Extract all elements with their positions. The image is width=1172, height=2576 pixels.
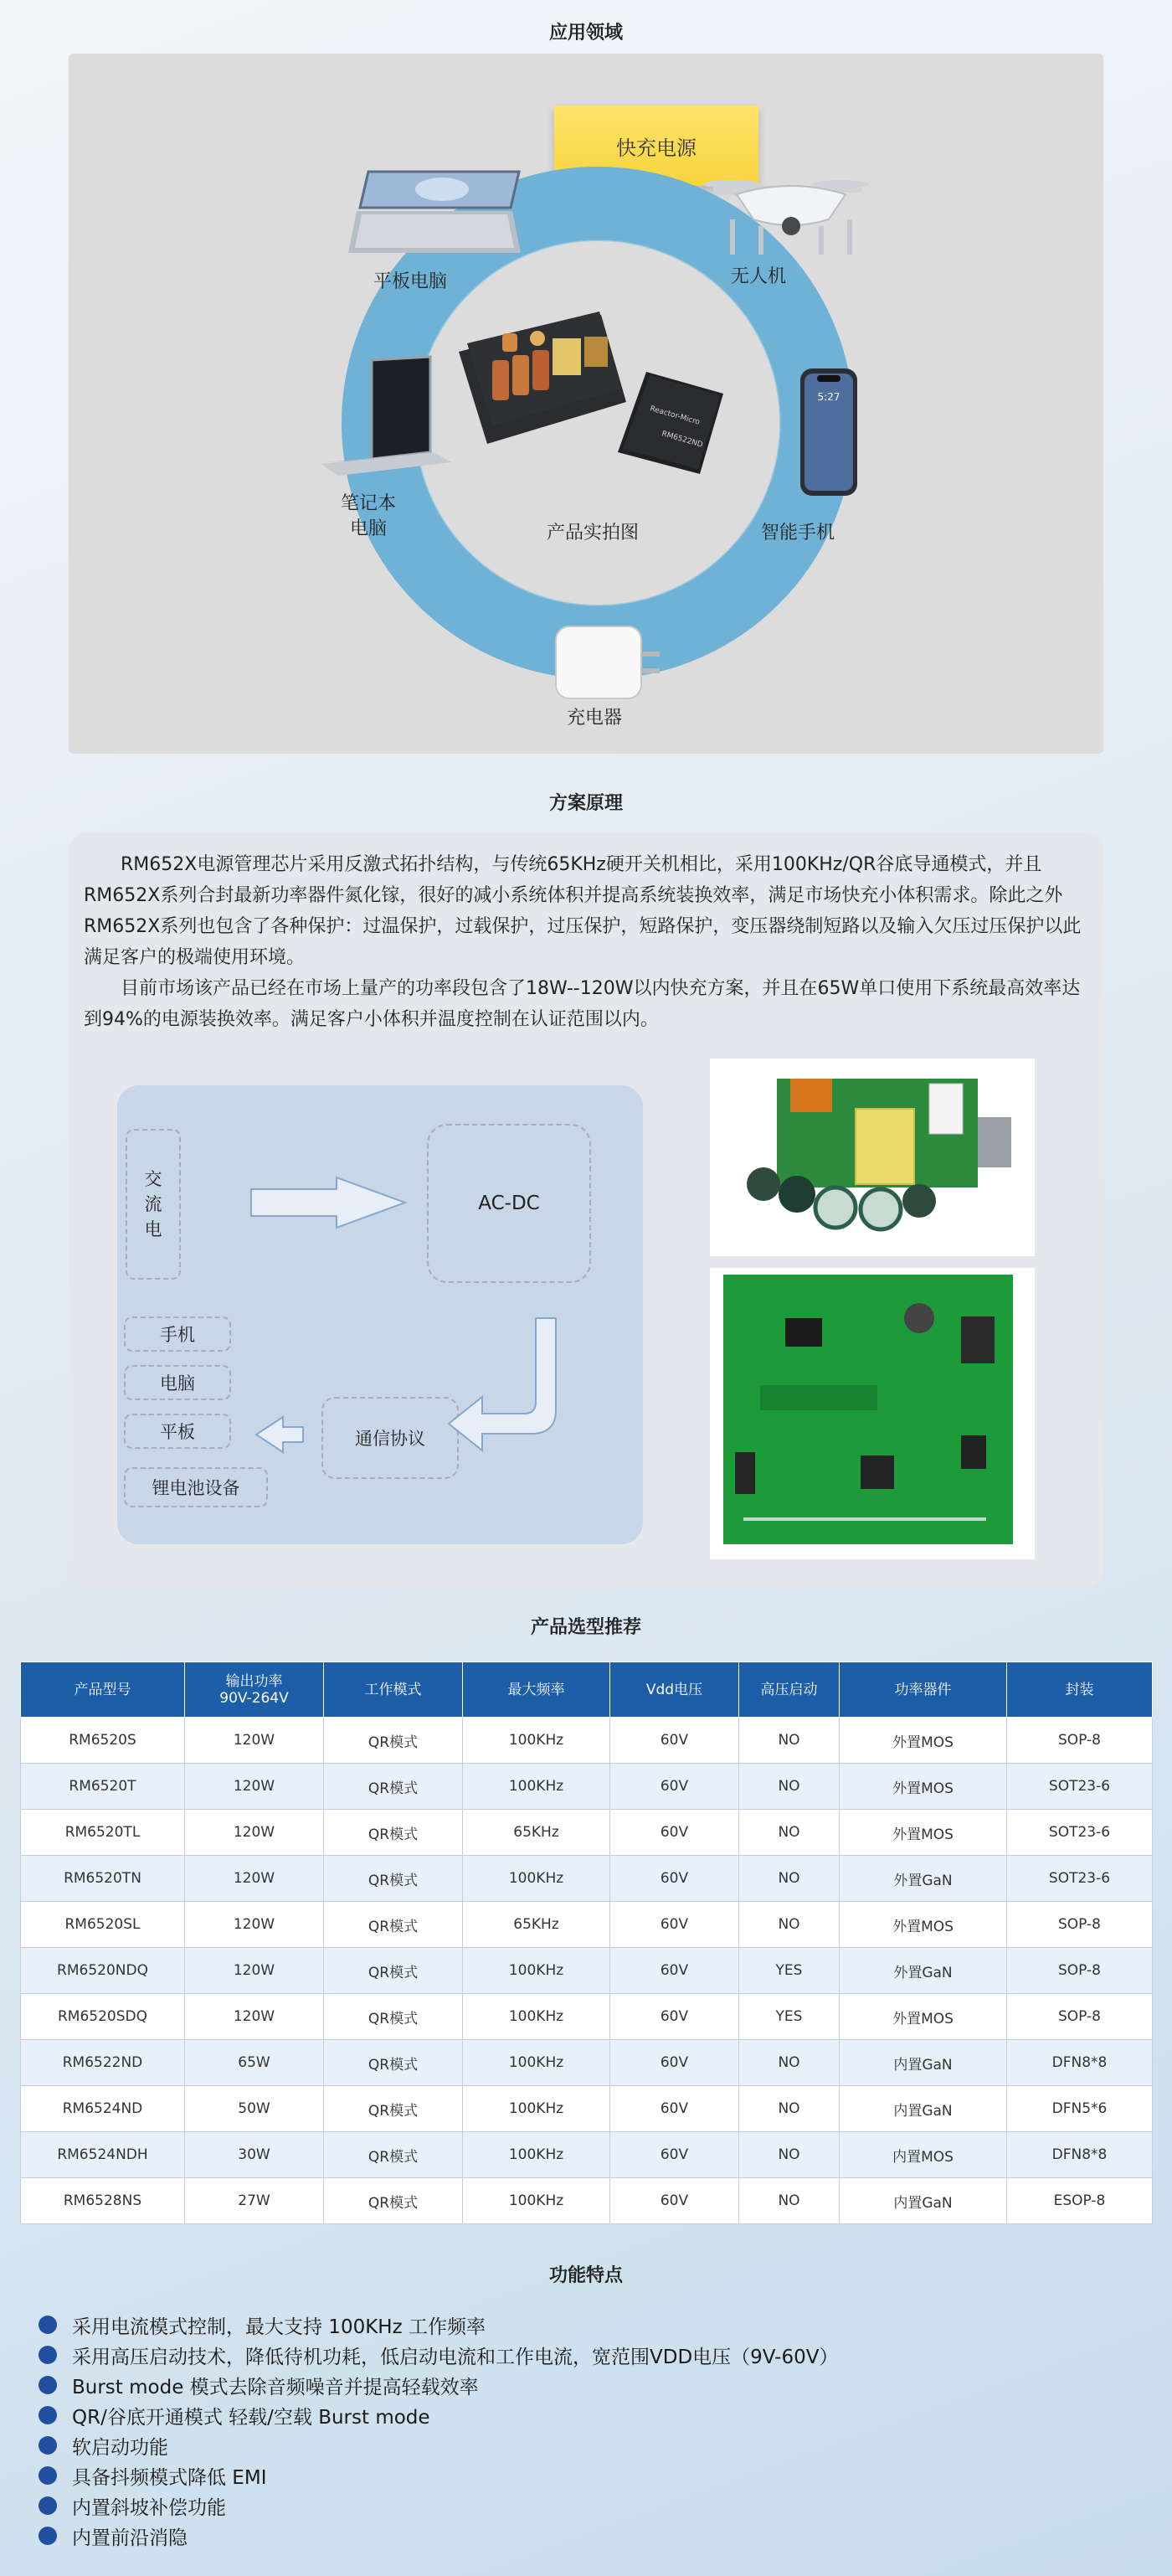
cell-mode: QR模式 xyxy=(324,1810,463,1856)
tablet-label: 平板电脑 xyxy=(373,271,447,292)
cell-vdd: 60V xyxy=(610,2132,739,2178)
table-header-row xyxy=(21,1662,1153,1718)
application-ring-illustration xyxy=(0,0,1172,754)
feature-text: 软启动功能 xyxy=(72,2436,168,2459)
cell-hv-start: NO xyxy=(739,2086,840,2132)
cell-vdd: 60V xyxy=(610,1810,739,1856)
cell-mode: QR模式 xyxy=(324,1856,463,1902)
chip-image xyxy=(618,372,723,474)
feature-item xyxy=(39,2491,838,2521)
applications-title: 应用领域 xyxy=(548,23,623,44)
cell-model: RM6522ND xyxy=(21,2040,185,2086)
smartphone-image xyxy=(800,368,857,496)
cell-max-freq: 100KHz xyxy=(463,1994,610,2040)
cell-model: RM6520NDQ xyxy=(21,1948,185,1994)
cell-hv-start: NO xyxy=(739,1902,840,1948)
bullet-dot-icon xyxy=(39,2346,57,2364)
table-row xyxy=(21,1994,1153,2040)
cell-max-freq: 100KHz xyxy=(463,2178,610,2224)
drone-label: 无人机 xyxy=(730,266,786,287)
cell-power-device: 外置MOS xyxy=(840,1764,1007,1810)
pcb-bottom-photo xyxy=(710,1268,1035,1559)
table-row xyxy=(21,2086,1153,2132)
cell-hv-start: NO xyxy=(739,1718,840,1764)
cell-model: RM6520T xyxy=(21,1764,185,1810)
cell-output-power: 27W xyxy=(185,2178,324,2224)
cell-mode: QR模式 xyxy=(324,1994,463,2040)
cell-output-power: 120W xyxy=(185,1810,324,1856)
ac-input-char-3: 电 xyxy=(144,1219,162,1239)
cell-max-freq: 65KHz xyxy=(463,1810,610,1856)
laptop-label-line1: 笔记本 xyxy=(340,493,396,514)
arrow-right-icon xyxy=(251,1177,405,1228)
cell-max-freq: 100KHz xyxy=(463,2086,610,2132)
phone-clock: 5:27 xyxy=(817,391,840,403)
cell-power-device: 外置GaN xyxy=(840,1856,1007,1902)
header-output-power-line2: 90V-264V xyxy=(219,1689,289,1707)
cell-power-device: 外置MOS xyxy=(840,1994,1007,2040)
block-diagram xyxy=(117,1085,643,1544)
feature-item xyxy=(39,2370,838,2400)
cell-hv-start: NO xyxy=(739,1764,840,1810)
charger-label: 充电器 xyxy=(566,708,622,729)
bullet-dot-icon xyxy=(39,2406,57,2424)
header-output-power xyxy=(185,1662,324,1718)
bullet-dot-icon xyxy=(39,2527,57,2545)
device-phone: 手机 xyxy=(124,1316,231,1352)
pcb-top-photo xyxy=(710,1059,1035,1256)
cell-hv-start: NO xyxy=(739,2040,840,2086)
product-photo-label: 产品实拍图 xyxy=(546,523,639,544)
header-hv-start: 高压启动 xyxy=(739,1662,840,1718)
cell-vdd: 60V xyxy=(610,1948,739,1994)
cell-mode: QR模式 xyxy=(324,1718,463,1764)
cell-package: SOT23-6 xyxy=(1007,1856,1153,1902)
table-row xyxy=(21,1718,1153,1764)
bullet-dot-icon xyxy=(39,2466,57,2485)
laptop-label xyxy=(318,492,419,542)
cell-power-device: 内置GaN xyxy=(840,2086,1007,2132)
cell-vdd: 60V xyxy=(610,1764,739,1810)
cell-power-device: 外置GaN xyxy=(840,1948,1007,1994)
cell-mode: QR模式 xyxy=(324,1902,463,1948)
cell-vdd: 60V xyxy=(610,1994,739,2040)
feature-item xyxy=(39,2460,838,2491)
table-row xyxy=(21,1902,1153,1948)
principle-paragraph-1: RM652X电源管理芯片采用反激式拓扑结构，与传统65KHz硬开关机相比，采用100KHz/QR谷底导通模式，并且RM652X系列合封最新功率器件氮化镓，很好的减小系统体积并提高系统装换效率，满足市场快充小体积需求。除此之外RM652X系列也包含了各种保护：过温保护，过载保护，过压保护，短路保护，变压器绕制短路以及输入欠压过压保护以此满足客户的极端使用环境。 xyxy=(84,854,1082,968)
cell-package: SOT23-6 xyxy=(1007,1810,1153,1856)
feature-item xyxy=(39,2430,838,2460)
cell-model: RM6524NDH xyxy=(21,2132,185,2178)
cell-model: RM6520S xyxy=(21,1718,185,1764)
feature-text: 采用电流模式控制，最大支持 100KHz 工作频率 xyxy=(72,2316,486,2338)
device-tablet: 平板 xyxy=(124,1414,231,1449)
table-row xyxy=(21,2132,1153,2178)
cell-package: DFN8*8 xyxy=(1007,2040,1153,2086)
bullet-dot-icon xyxy=(39,2496,57,2515)
cell-output-power: 120W xyxy=(185,1902,324,1948)
acdc-box: AC-DC xyxy=(427,1124,591,1283)
header-package: 封装 xyxy=(1007,1662,1153,1718)
feature-text: 具备抖频模式降低 EMI xyxy=(72,2466,267,2489)
cell-max-freq: 65KHz xyxy=(463,1902,610,1948)
cell-output-power: 120W xyxy=(185,1856,324,1902)
ac-input-char-1: 交 xyxy=(144,1169,162,1189)
product-selection-table xyxy=(20,1662,1153,2224)
principle-paragraph-2: 目前市场该产品已经在市场上量产的功率段包含了18W--120W以内快充方案，并且在65W单口使用下系统最高效率达到94%的电源装换效率。满足客户小体积并温度控制在认证范围以内。 xyxy=(84,978,1081,1030)
arrow-down-left-icon xyxy=(449,1318,556,1450)
cell-max-freq: 100KHz xyxy=(463,1718,610,1764)
cell-mode: QR模式 xyxy=(324,1764,463,1810)
cell-max-freq: 100KHz xyxy=(463,2132,610,2178)
laptop-image xyxy=(321,357,452,476)
header-mode: 工作模式 xyxy=(324,1662,463,1718)
feature-text: 内置斜坡补偿功能 xyxy=(72,2496,226,2519)
feature-text: 内置前沿消隐 xyxy=(72,2527,188,2549)
table-row xyxy=(21,1856,1153,1902)
cell-hv-start: NO xyxy=(739,1856,840,1902)
bullet-dot-icon xyxy=(39,2436,57,2455)
cell-mode: QR模式 xyxy=(324,2132,463,2178)
cell-power-device: 内置MOS xyxy=(840,2132,1007,2178)
cell-max-freq: 100KHz xyxy=(463,2040,610,2086)
features-list xyxy=(39,2310,838,2551)
cell-output-power: 65W xyxy=(185,2040,324,2086)
tablet-image xyxy=(348,172,521,253)
feature-item xyxy=(39,2400,838,2430)
cell-hv-start: YES xyxy=(739,1994,840,2040)
cell-output-power: 120W xyxy=(185,1948,324,1994)
selection-title: 产品选型推荐 xyxy=(530,1617,641,1638)
cell-max-freq: 100KHz xyxy=(463,1856,610,1902)
cell-vdd: 60V xyxy=(610,1856,739,1902)
features-title: 功能特点 xyxy=(548,2265,623,2286)
cell-output-power: 30W xyxy=(185,2132,324,2178)
cell-package: SOP-8 xyxy=(1007,1948,1153,1994)
cell-mode: QR模式 xyxy=(324,2040,463,2086)
laptop-label-line2: 电脑 xyxy=(349,518,387,539)
cell-output-power: 120W xyxy=(185,1764,324,1810)
ac-input-char-2: 流 xyxy=(144,1194,162,1214)
chip-brand-text: Reactor-Micro xyxy=(649,404,702,427)
header-output-power-line1: 输出功率 xyxy=(225,1672,283,1690)
cell-output-power: 120W xyxy=(185,1718,324,1764)
protocol-box: 通信协议 xyxy=(321,1397,459,1479)
principle-title: 方案原理 xyxy=(548,793,623,814)
chip-part-text: RM6522ND xyxy=(661,430,704,450)
cell-max-freq: 100KHz xyxy=(463,1764,610,1810)
cell-vdd: 60V xyxy=(610,1902,739,1948)
table-row xyxy=(21,2178,1153,2224)
table-row xyxy=(21,1948,1153,1994)
cell-hv-start: NO xyxy=(739,1810,840,1856)
header-power-device: 功率器件 xyxy=(840,1662,1007,1718)
cell-vdd: 60V xyxy=(610,2086,739,2132)
cell-model: RM6528NS xyxy=(21,2178,185,2224)
bullet-dot-icon xyxy=(39,2316,57,2334)
cell-max-freq: 100KHz xyxy=(463,1948,610,1994)
table-row xyxy=(21,1764,1153,1810)
cell-package: SOP-8 xyxy=(1007,1994,1153,2040)
cell-hv-start: NO xyxy=(739,2178,840,2224)
cell-vdd: 60V xyxy=(610,2040,739,2086)
table-row xyxy=(21,2040,1153,2086)
arrow-left-icon xyxy=(256,1417,303,1452)
feature-item xyxy=(39,2521,838,2551)
cell-hv-start: YES xyxy=(739,1948,840,1994)
smartphone-label: 智能手机 xyxy=(760,523,835,544)
cell-package: SOP-8 xyxy=(1007,1718,1153,1764)
device-computer: 电脑 xyxy=(124,1365,231,1400)
cell-package: DFN8*8 xyxy=(1007,2132,1153,2178)
bullet-dot-icon xyxy=(39,2376,57,2394)
cell-vdd: 60V xyxy=(610,2178,739,2224)
cell-model: RM6520SDQ xyxy=(21,1994,185,2040)
header-max-freq: 最大频率 xyxy=(463,1662,610,1718)
cell-power-device: 内置GaN xyxy=(840,2040,1007,2086)
cell-package: SOT23-6 xyxy=(1007,1764,1153,1810)
cell-package: DFN5*6 xyxy=(1007,2086,1153,2132)
table-row xyxy=(21,1810,1153,1856)
diagram-arrows xyxy=(117,1085,643,1544)
cell-model: RM6520TN xyxy=(21,1856,185,1902)
feature-item xyxy=(39,2310,838,2340)
cell-mode: QR模式 xyxy=(324,2086,463,2132)
cell-model: RM6520TL xyxy=(21,1810,185,1856)
header-model: 产品型号 xyxy=(21,1662,185,1718)
header-vdd: Vdd电压 xyxy=(610,1662,739,1718)
cell-package: ESOP-8 xyxy=(1007,2178,1153,2224)
cell-model: RM6520SL xyxy=(21,1902,185,1948)
cell-vdd: 60V xyxy=(610,1718,739,1764)
feature-text: 采用高压启动技术，降低待机功耗，低启动电流和工作电流，宽范围VDD电压（9V-60V） xyxy=(72,2346,839,2368)
cell-power-device: 外置MOS xyxy=(840,1718,1007,1764)
cell-output-power: 50W xyxy=(185,2086,324,2132)
feature-item xyxy=(39,2340,838,2370)
feature-text: QR/谷底开通模式 轻载/空载 Burst mode xyxy=(72,2406,430,2429)
cell-power-device: 内置GaN xyxy=(840,2178,1007,2224)
fast-charge-badge: 快充电源 xyxy=(554,106,758,186)
cell-model: RM6524ND xyxy=(21,2086,185,2132)
cell-power-device: 外置MOS xyxy=(840,1902,1007,1948)
pcb-product-image xyxy=(459,312,626,444)
device-li-battery: 锂电池设备 xyxy=(124,1467,268,1507)
cell-package: SOP-8 xyxy=(1007,1902,1153,1948)
cell-output-power: 120W xyxy=(185,1994,324,2040)
cell-hv-start: NO xyxy=(739,2132,840,2178)
cell-power-device: 外置MOS xyxy=(840,1810,1007,1856)
cell-mode: QR模式 xyxy=(324,2178,463,2224)
cell-mode: QR模式 xyxy=(324,1948,463,1994)
feature-text: Burst mode 模式去除音频噪音并提高轻载效率 xyxy=(72,2376,479,2398)
